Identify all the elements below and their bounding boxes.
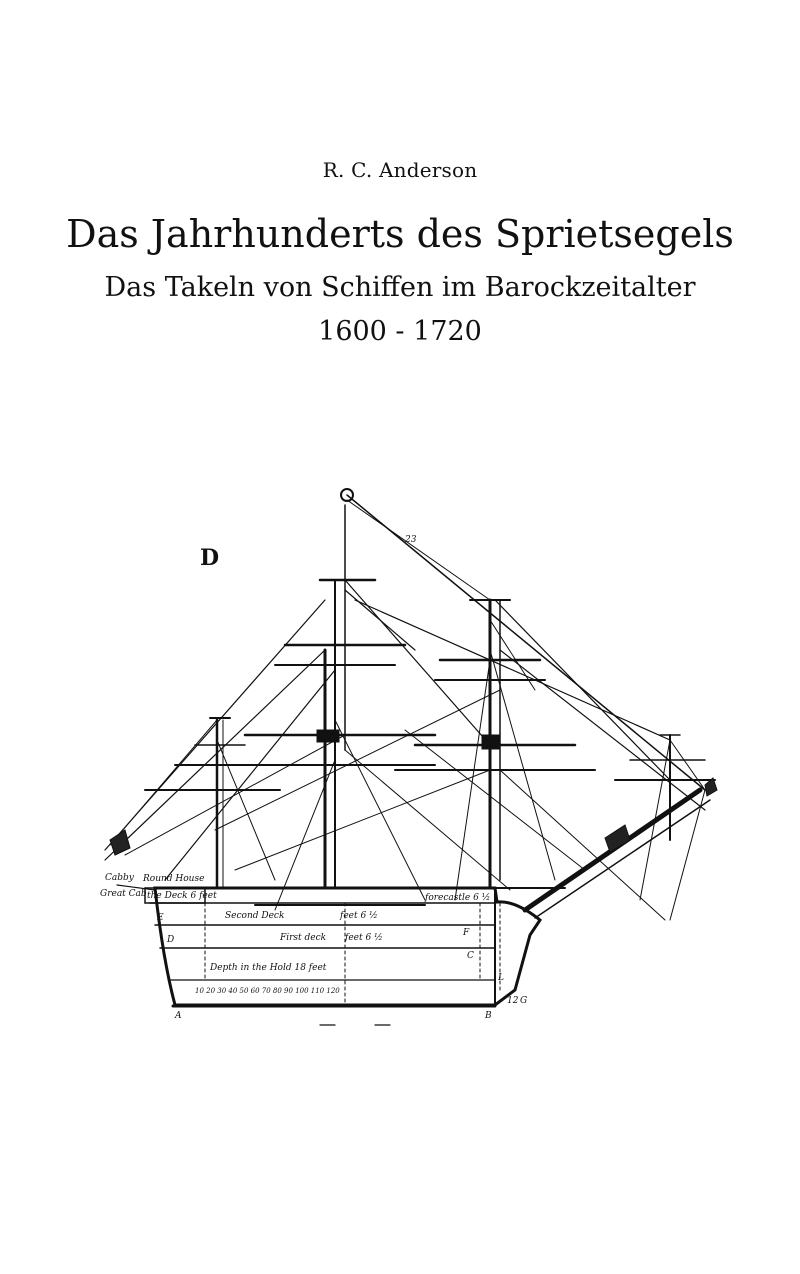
book-years: 1600 - 1720 [318, 316, 482, 347]
label-A: A [175, 1011, 182, 1021]
label-first-deck: First deck [280, 933, 327, 943]
label-F: F [463, 928, 470, 938]
label-23: 23 [405, 535, 417, 545]
label-L: L [498, 973, 504, 983]
book-title: Das Jahrhunderts des Sprietsegels [66, 212, 734, 256]
label-D: D [167, 935, 175, 945]
figurehead [605, 825, 630, 852]
label-round-house: Round House [143, 874, 205, 884]
label-deck-feet: the Deck 6 feet [147, 891, 217, 901]
label-scale: 10 20 30 40 50 60 70 80 90 100 110 120 [195, 987, 340, 995]
stern-lantern [110, 830, 130, 855]
label-second-deck-feet: feet 6 ½ [340, 911, 378, 921]
label-depth-hold: Depth in the Hold 18 feet [210, 963, 327, 973]
book-subtitle: Das Takeln von Schiffen im Barockzeitalter [104, 272, 696, 303]
label-G: G [520, 996, 528, 1006]
label-B: B [485, 1011, 492, 1021]
label-great-cab: Great Cab [100, 889, 147, 899]
plate-letter: D [200, 545, 220, 571]
label-E: E [157, 913, 164, 923]
label-first-deck-feet: feet 6 ½ [345, 933, 383, 943]
label-cabby: Cabby [105, 873, 134, 883]
label-C: C [467, 951, 474, 961]
label-12: 12 [507, 996, 519, 1006]
author: R. C. Anderson [322, 158, 478, 182]
label-forecastle: forecastle 6 ½ [425, 893, 491, 903]
label-second-deck: Second Deck [225, 911, 285, 921]
ship-rigging-drawing [95, 480, 725, 1040]
